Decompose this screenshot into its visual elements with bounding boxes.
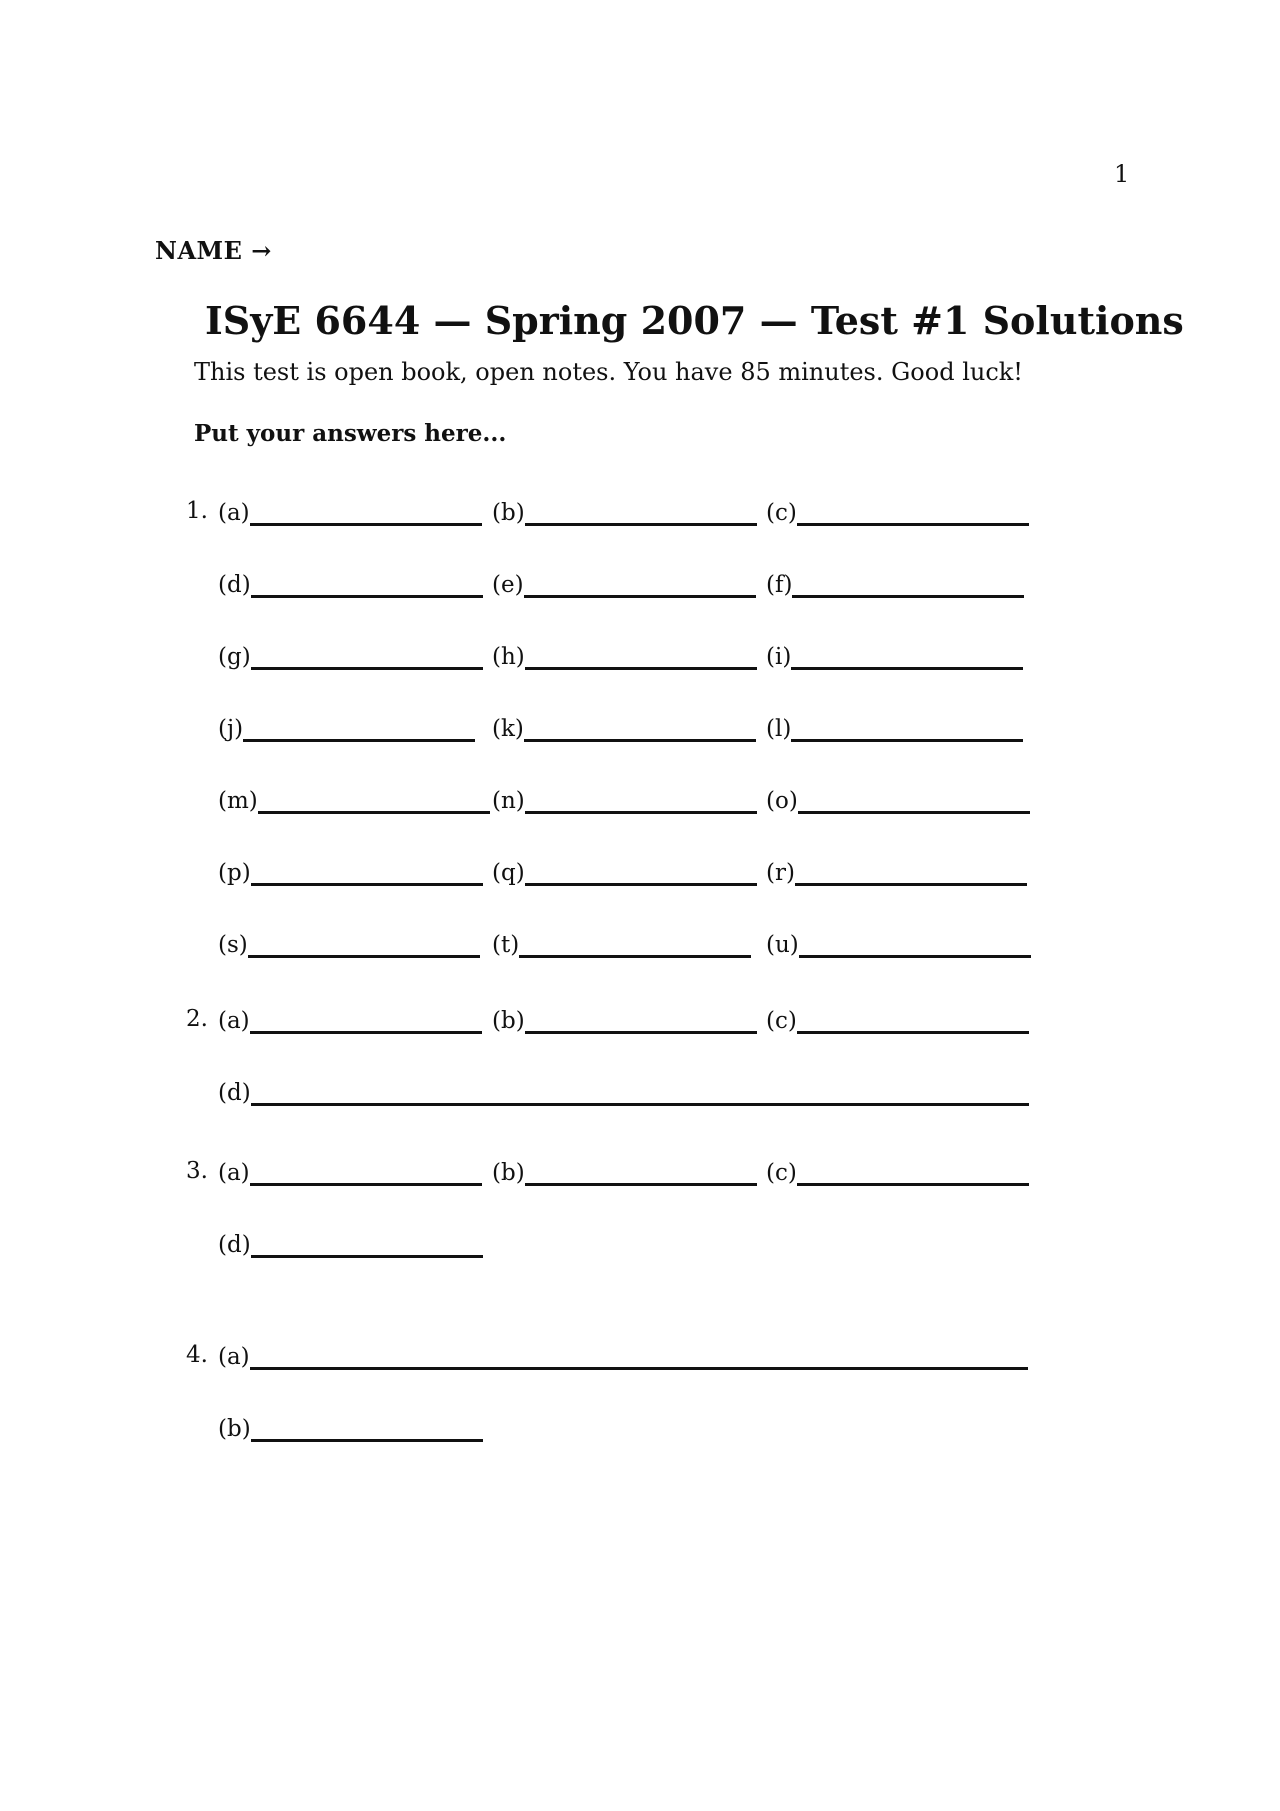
- answer-blank[interactable]: [766, 1008, 1029, 1034]
- answer-line[interactable]: [243, 719, 475, 742]
- answer-blank[interactable]: [492, 932, 751, 958]
- answer-blank[interactable]: [218, 860, 483, 886]
- answer-blank[interactable]: [218, 1232, 483, 1258]
- answer-blank[interactable]: [492, 860, 757, 886]
- part-label: (t): [492, 932, 520, 958]
- answer-line[interactable]: [797, 503, 1029, 526]
- answer-line[interactable]: [250, 1347, 1028, 1370]
- part-label: (c): [766, 1008, 797, 1034]
- part-label: (d): [218, 572, 251, 598]
- part-label: (c): [766, 1160, 797, 1186]
- answer-line[interactable]: [524, 719, 756, 742]
- answer-line[interactable]: [250, 503, 482, 526]
- answer-line[interactable]: [251, 1083, 1029, 1106]
- part-label: (b): [492, 1160, 525, 1186]
- part-label: (a): [218, 1008, 250, 1034]
- part-label: (q): [492, 860, 525, 886]
- question-number: 3.: [186, 1158, 208, 1184]
- answers-heading: Put your answers here...: [194, 420, 507, 447]
- page-title: ISyE 6644 — Spring 2007 — Test #1 Solutions: [205, 298, 1184, 343]
- answer-line[interactable]: [797, 1011, 1029, 1034]
- part-label: (d): [218, 1232, 251, 1258]
- answer-blank[interactable]: [218, 644, 483, 670]
- answer-line[interactable]: [791, 647, 1023, 670]
- answer-blank[interactable]: [766, 860, 1027, 886]
- page-number: 1: [1114, 160, 1130, 188]
- answer-line[interactable]: [795, 863, 1027, 886]
- answer-line[interactable]: [250, 1011, 482, 1034]
- part-label: (o): [766, 788, 798, 814]
- part-label: (f): [766, 572, 793, 598]
- part-label: (n): [492, 788, 525, 814]
- part-label: (a): [218, 1344, 250, 1370]
- answer-blank[interactable]: [766, 1160, 1029, 1186]
- answer-blank[interactable]: [218, 1416, 483, 1442]
- part-label: (h): [492, 644, 525, 670]
- part-label: (b): [492, 500, 525, 526]
- answer-blank[interactable]: [218, 1008, 482, 1034]
- answer-blank[interactable]: [492, 716, 756, 742]
- answer-blank[interactable]: [492, 500, 757, 526]
- answer-blank[interactable]: [218, 1344, 1028, 1370]
- part-label: (s): [218, 932, 248, 958]
- answer-line[interactable]: [798, 791, 1030, 814]
- name-label: NAME →: [155, 236, 272, 265]
- answer-blank[interactable]: [492, 1160, 757, 1186]
- part-label: (b): [492, 1008, 525, 1034]
- answer-line[interactable]: [797, 1163, 1029, 1186]
- part-label: (k): [492, 716, 524, 742]
- answer-line[interactable]: [250, 1163, 482, 1186]
- answer-line[interactable]: [251, 575, 483, 598]
- answer-line[interactable]: [251, 863, 483, 886]
- part-label: (b): [218, 1416, 251, 1442]
- answer-line[interactable]: [519, 935, 751, 958]
- answer-line[interactable]: [251, 1419, 483, 1442]
- part-label: (g): [218, 644, 251, 670]
- part-label: (a): [218, 500, 250, 526]
- answer-blank[interactable]: [492, 572, 756, 598]
- answer-line[interactable]: [525, 791, 757, 814]
- part-label: (l): [766, 716, 792, 742]
- part-label: (r): [766, 860, 795, 886]
- answer-blank[interactable]: [492, 644, 757, 670]
- answer-line[interactable]: [525, 1011, 757, 1034]
- answer-blank[interactable]: [218, 1160, 482, 1186]
- answer-line[interactable]: [258, 791, 490, 814]
- answer-blank[interactable]: [218, 572, 483, 598]
- instructions-text: This test is open book, open notes. You have 85 minutes. Good luck!: [194, 358, 1023, 386]
- answer-blank[interactable]: [492, 1008, 757, 1034]
- answer-blank[interactable]: [218, 1080, 1029, 1106]
- part-label: (j): [218, 716, 244, 742]
- answer-line[interactable]: [525, 647, 757, 670]
- answer-line[interactable]: [251, 647, 483, 670]
- answer-blank[interactable]: [766, 932, 1031, 958]
- part-label: (u): [766, 932, 799, 958]
- part-label: (p): [218, 860, 251, 886]
- answer-blank[interactable]: [766, 716, 1023, 742]
- question-number: 2.: [186, 1006, 208, 1032]
- answer-line[interactable]: [525, 863, 757, 886]
- answer-line[interactable]: [251, 1235, 483, 1258]
- question-number: 1.: [186, 498, 208, 524]
- part-label: (a): [218, 1160, 250, 1186]
- answer-blank[interactable]: [218, 716, 475, 742]
- answer-line[interactable]: [791, 719, 1023, 742]
- answer-blank[interactable]: [766, 644, 1023, 670]
- answer-line[interactable]: [248, 935, 480, 958]
- part-label: (e): [492, 572, 524, 598]
- answer-line[interactable]: [525, 503, 757, 526]
- answer-line[interactable]: [799, 935, 1031, 958]
- answer-line[interactable]: [525, 1163, 757, 1186]
- answer-line[interactable]: [524, 575, 756, 598]
- answer-blank[interactable]: [218, 500, 482, 526]
- answer-blank[interactable]: [766, 572, 1024, 598]
- answer-blank[interactable]: [766, 500, 1029, 526]
- answer-blank[interactable]: [492, 788, 757, 814]
- answer-blank[interactable]: [218, 788, 490, 814]
- answer-blank[interactable]: [766, 788, 1030, 814]
- answer-line[interactable]: [792, 575, 1024, 598]
- part-label: (c): [766, 500, 797, 526]
- part-label: (m): [218, 788, 258, 814]
- part-label: (i): [766, 644, 792, 670]
- question-number: 4.: [186, 1342, 208, 1368]
- part-label: (d): [218, 1080, 251, 1106]
- answer-blank[interactable]: [218, 932, 480, 958]
